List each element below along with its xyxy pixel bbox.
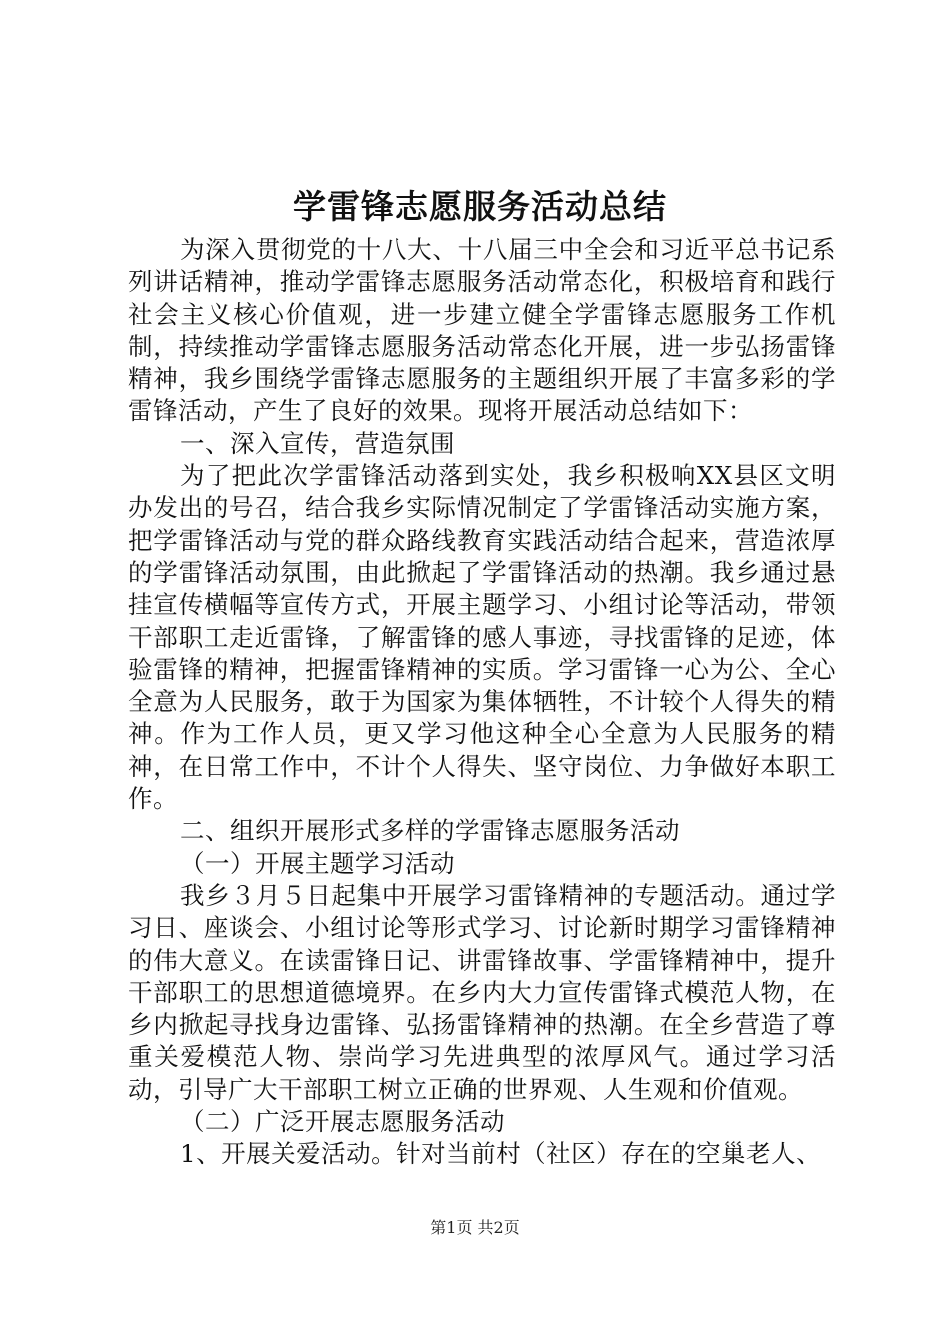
subsection-heading-1: （一）开展主题学习活动 <box>180 848 455 878</box>
subsection-2-paragraph: 1、开展关爱活动。针对当前村（社区）存在的空巢老人、 <box>180 1139 822 1169</box>
intro-paragraph: 为深入贯彻党的十八大、十八届三中全会和习近平总书记系列讲话精神，推动学雷锋志愿服务活动常态化，积极培育和践行社会主义核心价值观，进一步建立健全学雷锋志愿服务工作机制，持续推动学雷锋志愿服务活动常态化开展，进一步弘扬雷锋精神，我乡围绕学雷锋志愿服务的主题组织开展了丰富多彩的学雷锋活动，产生了良好的效果。现将开展活动总结如下： <box>128 235 836 426</box>
page-number-footer: 第1页 共2页 <box>430 1218 520 1237</box>
section-heading-2: 二、组织开展形式多样的学雷锋志愿服务活动 <box>180 816 680 846</box>
subsection-1-paragraph: 我乡３月５日起集中开展学习雷锋精神的专题活动。通过学习日、座谈会、小组讨论等形式学习、讨论新时期学习雷锋精神的伟大意义。在读雷锋日记、讲雷锋故事、学雷锋精神中，提升干部职工的思想道德境界。在乡内大力宣传雷锋式模范人物，在乡内掀起寻找身边雷锋、弘扬雷锋精神的热潮。在全乡营造了尊重关爱模范人物、崇尚学习先进典型的浓厚风气。通过学习活动，引导广大干部职工树立正确的世界观、人生观和价值观。 <box>128 880 836 1104</box>
document-title: 学雷锋志愿服务活动总结 <box>293 187 667 226</box>
section-heading-1: 一、深入宣传，营造氛围 <box>180 428 455 458</box>
subsection-heading-2: （二）广泛开展志愿服务活动 <box>180 1107 505 1137</box>
section-1-paragraph: 为了把此次学雷锋活动落到实处，我乡积极响XX县区文明办发出的号召，结合我乡实际情况制定了学雷锋活动实施方案，把学雷锋活动与党的群众路线教育实践活动结合起来，营造浓厚的学雷锋活动氛围，由此掀起了学雷锋活动的热潮。我乡通过悬挂宣传横幅等宣传方式，开展主题学习、小组讨论等活动，带领干部职工走近雷锋，了解雷锋的感人事迹，寻找雷锋的足迹，体验雷锋的精神，把握雷锋精神的实质。学习雷锋一心为公、全心全意为人民服务，敢于为国家为集体牺牲，不计较个人得失的精神。作为工作人员，更又学习他这种全心全意为人民服务的精神，在日常工作中，不计个人得失、坚守岗位、力争做好本职工作。 <box>128 461 836 814</box>
document-body <box>128 234 836 1171</box>
